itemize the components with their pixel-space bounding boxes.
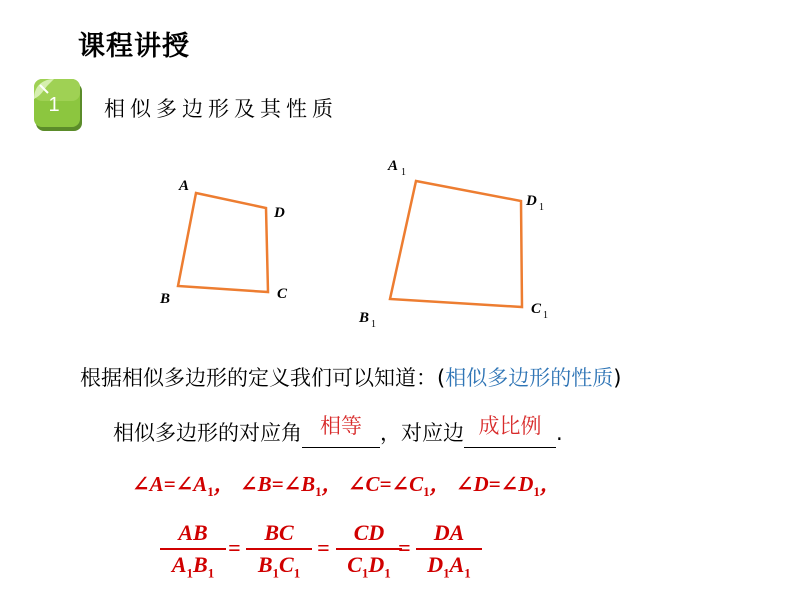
large-quadrilateral (390, 181, 522, 307)
property-part1: 相似多边形的对应角 (113, 421, 302, 445)
vertex-label-A: A (179, 178, 190, 194)
ratio-fraction: $\frac{DA}{D_1A_1}$ (416, 520, 482, 581)
property-statement (113, 414, 563, 448)
angle-equality: $\angle B=\angle B_1$， (239, 472, 343, 500)
vertex-label-B: B (160, 291, 171, 307)
vertex-sub-A1: 1 (401, 167, 406, 178)
answer-sides: 成比例 (478, 414, 542, 438)
vertex-label-C: C (277, 286, 288, 302)
answer-angles: 相等 (320, 414, 362, 438)
section-number: 1 (48, 94, 60, 116)
vertex-label-B1: B (359, 310, 370, 326)
page-title: 课程讲授 (78, 31, 190, 62)
vertex-label-D: D (274, 205, 285, 221)
angle-equality: $\angle D=\angle D_1$， (455, 472, 561, 500)
small-quadrilateral (178, 193, 268, 292)
vertex-label-D1: D (526, 193, 537, 209)
intro-highlight: 相似多边形的性质 (445, 366, 614, 390)
intro-text (80, 362, 621, 392)
vertex-label-A1: A (388, 158, 399, 174)
property-part2: ，对应边 (380, 421, 464, 445)
vertex-sub-D1: 1 (539, 202, 544, 213)
intro-prefix: 根据相似多边形的定义我们可以知道：( (80, 366, 446, 390)
angle-equalities (132, 468, 561, 500)
property-end: . (556, 421, 563, 445)
equals-sign: = (228, 535, 241, 560)
ratio-fraction: $\frac{AB}{A_1B_1}$ (160, 520, 226, 581)
ratio-fraction: $\frac{BC}{B_1C_1}$ (246, 520, 312, 581)
equals-sign: = (317, 535, 330, 560)
section-title: 相似多边形及其性质 (104, 97, 338, 121)
angle-equality: $\angle C=\angle C_1$， (347, 472, 451, 500)
vertex-label-C1: C (531, 301, 542, 317)
similar-quadrilaterals-figure (150, 150, 570, 340)
ratio-fraction: $\frac{CD}{C_1D_1}$ (336, 520, 402, 581)
answer-blank-sides (464, 414, 556, 448)
equals-sign: = (398, 535, 411, 560)
intro-suffix: ) (613, 366, 622, 390)
vertex-sub-C1: 1 (543, 310, 548, 321)
angle-equality: $\angle A=\angle A_1$， (132, 472, 235, 500)
vertex-sub-B1: 1 (371, 319, 376, 330)
leaf-badge-icon (30, 75, 88, 137)
answer-blank-angles (302, 414, 380, 448)
section-number-badge (30, 75, 88, 137)
